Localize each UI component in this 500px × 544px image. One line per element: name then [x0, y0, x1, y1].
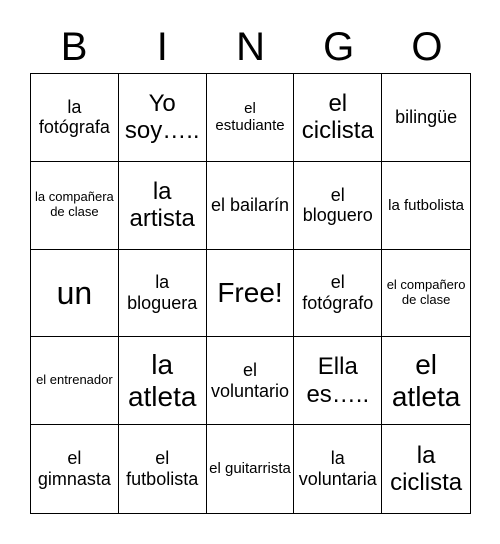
bingo-cell[interactable]: el gimnasta — [31, 425, 119, 513]
header-letter-g: G — [323, 25, 355, 69]
bingo-cell[interactable]: Yo soy….. — [119, 74, 207, 162]
bingo-cell[interactable]: un — [31, 250, 119, 338]
bingo-cell[interactable]: el atleta — [382, 337, 470, 425]
bingo-cell[interactable]: el futbolista — [119, 425, 207, 513]
bingo-cell[interactable]: el compañero de clase — [382, 250, 470, 338]
bingo-cell[interactable]: el ciclista — [294, 74, 382, 162]
bingo-cell[interactable]: el estudiante — [207, 74, 295, 162]
bingo-cell[interactable]: el bloguero — [294, 162, 382, 250]
bingo-cell[interactable]: la artista — [119, 162, 207, 250]
bingo-cell[interactable]: el entrenador — [31, 337, 119, 425]
header-letter-i: I — [156, 25, 168, 69]
bingo-cell[interactable]: el guitarrista — [207, 425, 295, 513]
bingo-cell[interactable]: la fotógrafa — [31, 74, 119, 162]
free-space[interactable]: Free! — [207, 250, 295, 338]
bingo-cell[interactable]: la compañera de clase — [31, 162, 119, 250]
bingo-cell[interactable]: el bailarín — [207, 162, 295, 250]
bingo-cell[interactable]: la atleta — [119, 337, 207, 425]
bingo-cell[interactable]: el voluntario — [207, 337, 295, 425]
bingo-cell[interactable]: Ella es….. — [294, 337, 382, 425]
bingo-cell[interactable]: la bloguera — [119, 250, 207, 338]
bingo-cell[interactable]: la ciclista — [390, 441, 463, 497]
header-letter-o: O — [411, 25, 443, 69]
bingo-cell[interactable]: la voluntaria — [294, 425, 382, 513]
bingo-header — [30, 22, 471, 72]
bingo-cell[interactable]: bilingüe — [382, 74, 470, 162]
bingo-card — [30, 73, 471, 514]
header-letter-b: B — [60, 25, 88, 69]
bingo-cell[interactable]: la futbolista — [382, 162, 470, 250]
bingo-cell[interactable]: el fotógrafo — [294, 250, 382, 338]
header-letter-n: N — [236, 25, 265, 69]
